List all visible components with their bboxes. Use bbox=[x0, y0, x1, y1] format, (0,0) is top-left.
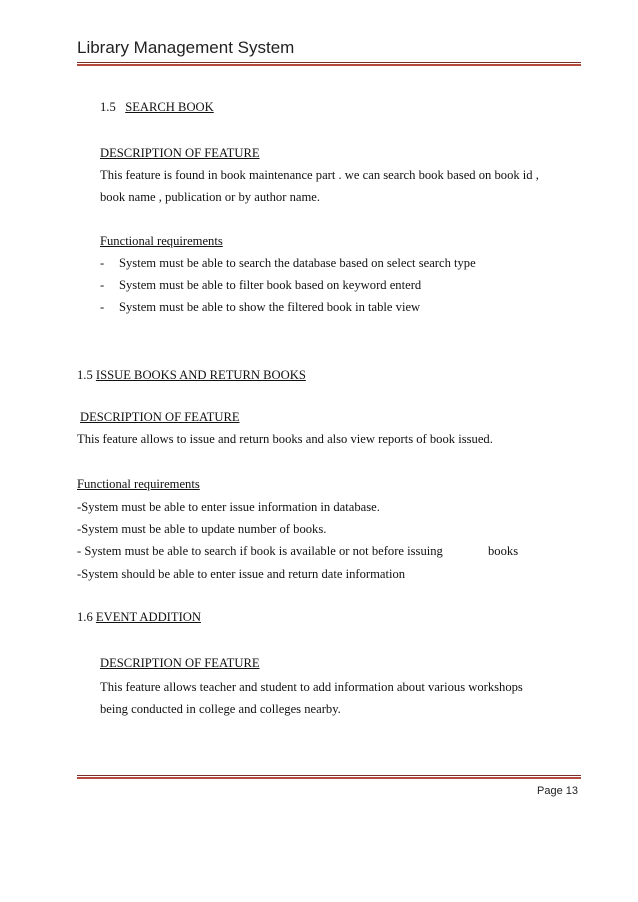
issue-books-req-1: -System must be able to enter issue information in database. bbox=[77, 500, 380, 514]
page-header-title: Library Management System bbox=[77, 38, 295, 57]
bullet-dash: - bbox=[100, 278, 105, 292]
search-book-desc-line2: book name , publication or by author name. bbox=[100, 190, 320, 204]
issue-books-desc-heading: DESCRIPTION OF FEATURE bbox=[80, 410, 240, 424]
issue-books-req-2: -System must be able to update number of books. bbox=[77, 522, 327, 536]
search-book-req-1: System must be able to search the database based on select search type bbox=[119, 256, 476, 270]
event-addition-desc-line2: being conducted in college and colleges nearby. bbox=[100, 702, 341, 716]
page-number: Page 13 bbox=[537, 785, 578, 797]
issue-books-func-heading: Functional requirements bbox=[77, 477, 200, 491]
bullet-dash: - bbox=[100, 256, 105, 270]
search-book-desc-heading: DESCRIPTION OF FEATURE bbox=[100, 146, 260, 160]
section-title: SEARCH BOOK bbox=[125, 100, 214, 114]
issue-books-req-3-tail: books bbox=[488, 544, 519, 558]
search-book-desc-line1: This feature is found in book maintenance part . we can search book based on book id , bbox=[100, 168, 539, 182]
section-number: 1.5 bbox=[100, 100, 116, 114]
issue-books-req-4: -System should be able to enter issue and return date information bbox=[77, 567, 406, 581]
section-number: 1.6 bbox=[77, 610, 93, 624]
search-book-req-3: System must be able to show the filtered book in table view bbox=[119, 300, 421, 314]
issue-books-req-3: - System must be able to search if book is available or not before issuing bbox=[77, 544, 443, 558]
bullet-dash: - bbox=[100, 300, 105, 314]
section-title: EVENT ADDITION bbox=[95, 610, 201, 624]
search-book-req-2: System must be able to filter book based on keyword enterd bbox=[119, 278, 422, 292]
event-addition-heading bbox=[77, 610, 201, 625]
issue-books-heading bbox=[77, 368, 306, 383]
section-number: 1.5 bbox=[77, 368, 93, 382]
footer-divider bbox=[77, 775, 581, 779]
issue-books-desc-line: This feature allows to issue and return books and also view reports of book issued. bbox=[77, 432, 493, 446]
event-addition-desc-line1: This feature allows teacher and student to add information about various workshops bbox=[100, 680, 523, 694]
search-book-heading bbox=[100, 100, 214, 115]
search-book-func-heading: Functional requirements bbox=[100, 234, 223, 248]
header-divider bbox=[77, 62, 581, 66]
event-addition-desc-heading: DESCRIPTION OF FEATURE bbox=[100, 656, 260, 670]
section-title: ISSUE BOOKS AND RETURN BOOKS bbox=[95, 368, 306, 382]
